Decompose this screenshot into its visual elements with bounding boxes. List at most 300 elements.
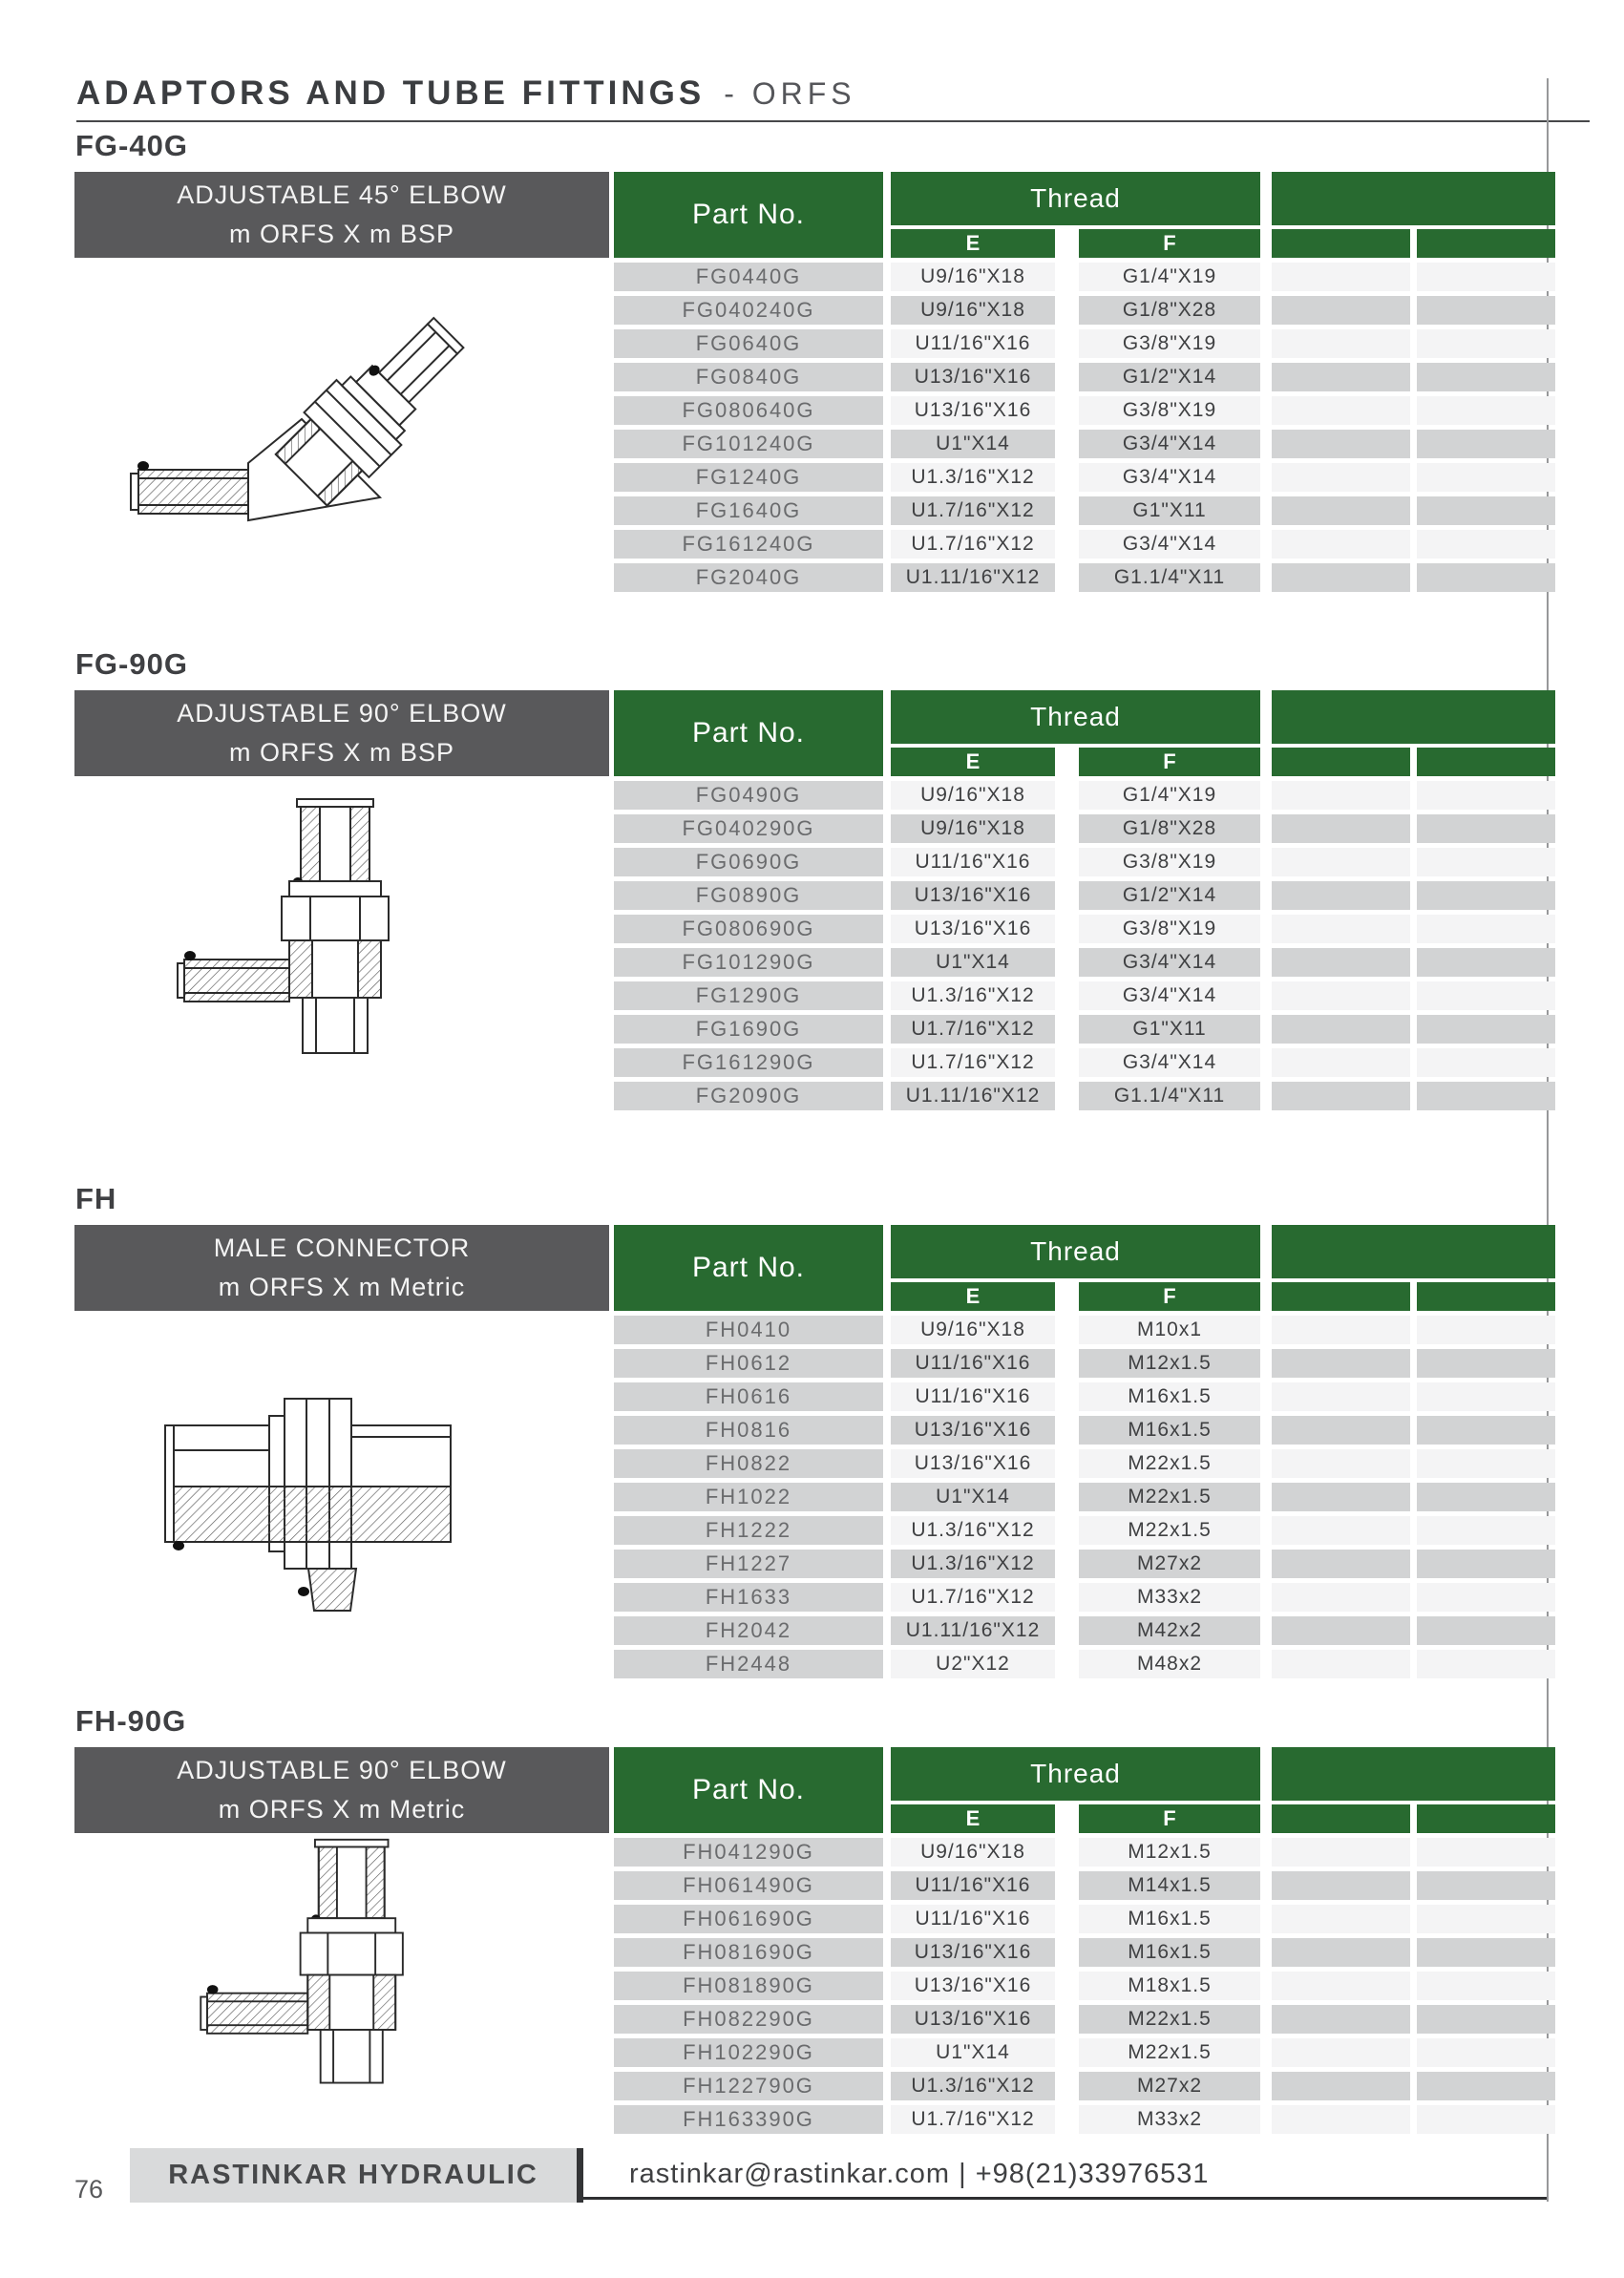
title-underline — [76, 120, 1590, 122]
blank-cell — [1272, 1483, 1410, 1511]
column-header-f: F — [1079, 1804, 1260, 1833]
part-number-cell: FH082290G — [614, 2005, 883, 2034]
description-line-2: m ORFS X m BSP — [228, 738, 455, 767]
thread-f-cell: G3/8"X19 — [1079, 848, 1260, 876]
blank-cell — [1417, 463, 1555, 492]
thread-e-cell: U1.3/16"X12 — [891, 1550, 1055, 1578]
blank-cell — [1272, 1516, 1410, 1545]
table-row — [614, 530, 1555, 559]
blank-cell — [1417, 496, 1555, 525]
thread-e-cell: U11/16"X16 — [891, 1905, 1055, 1933]
thread-e-cell: U1.3/16"X12 — [891, 463, 1055, 492]
table-row — [614, 1048, 1555, 1077]
column-header-thread: Thread — [891, 1225, 1260, 1278]
blank-cell — [1417, 1048, 1555, 1077]
table-row — [614, 296, 1555, 325]
blank-cell — [1272, 1550, 1410, 1578]
blank-cell — [1272, 1416, 1410, 1445]
part-number-cell: FH1222 — [614, 1516, 883, 1545]
blank-cell — [1272, 848, 1410, 876]
blank-cell — [1272, 915, 1410, 943]
blank-cell — [1417, 1015, 1555, 1044]
column-header-part-no: Part No. — [614, 1225, 883, 1311]
thread-f-cell: M48x2 — [1079, 1650, 1260, 1678]
part-number-cell: FG0840G — [614, 363, 883, 391]
blank-cell — [1272, 814, 1410, 843]
thread-f-cell: G3/4"X14 — [1079, 463, 1260, 492]
blank-cell — [1272, 1616, 1410, 1645]
blank-cell — [1272, 1316, 1410, 1344]
part-number-cell: FG0690G — [614, 848, 883, 876]
blank-cell — [1272, 781, 1410, 810]
thread-f-cell: M18x1.5 — [1079, 1972, 1260, 2000]
section-title: FH — [75, 1182, 117, 1215]
thread-e-cell: U9/16"X18 — [891, 781, 1055, 810]
thread-e-cell: U1.7/16"X12 — [891, 2105, 1055, 2134]
blank-cell — [1417, 563, 1555, 592]
product-description-box — [74, 172, 609, 258]
part-number-cell: FH2448 — [614, 1650, 883, 1678]
part-number-cell: FG080690G — [614, 915, 883, 943]
blank-cell — [1272, 2005, 1410, 2034]
product-description-box — [74, 690, 609, 776]
thread-e-cell: U1"X14 — [891, 1483, 1055, 1511]
parts-table — [614, 781, 1555, 1115]
thread-f-cell: M22x1.5 — [1079, 1483, 1260, 1511]
blank-cell — [1417, 1349, 1555, 1378]
blank-cell — [1417, 781, 1555, 810]
description-line-1: ADJUSTABLE 90° ELBOW — [177, 1756, 507, 1784]
table-row — [614, 1015, 1555, 1044]
blank-cell — [1417, 430, 1555, 458]
thread-e-cell: U1"X14 — [891, 430, 1055, 458]
thread-f-cell: G3/4"X14 — [1079, 430, 1260, 458]
column-header-blank-2 — [1417, 229, 1555, 258]
footer-contact-info: rastinkar@rastinkar.com | +98(21)33976531 — [583, 2148, 1547, 2200]
blank-cell — [1272, 363, 1410, 391]
blank-cell — [1272, 2038, 1410, 2067]
section-title: FG-90G — [75, 647, 188, 681]
description-line-2: m ORFS X m BSP — [228, 220, 455, 248]
adjustable-45-elbow-drawing — [95, 274, 525, 589]
part-number-cell: FH163390G — [614, 2105, 883, 2134]
table-row — [614, 1871, 1555, 1900]
column-header-blank-1 — [1272, 229, 1410, 258]
page-title-sub: - ORFS — [724, 76, 856, 111]
blank-cell — [1272, 430, 1410, 458]
table-row — [614, 1938, 1555, 1967]
blank-cell — [1417, 814, 1555, 843]
blank-cell — [1417, 1650, 1555, 1678]
part-number-cell: FG1240G — [614, 463, 883, 492]
thread-e-cell: U13/16"X16 — [891, 1972, 1055, 2000]
column-header-blank — [1272, 690, 1555, 744]
table-row — [614, 1082, 1555, 1110]
part-number-cell: FG0890G — [614, 881, 883, 910]
table-row — [614, 2005, 1555, 2034]
thread-f-cell: G1/4"X19 — [1079, 781, 1260, 810]
table-row — [614, 1550, 1555, 1578]
blank-cell — [1417, 2038, 1555, 2067]
blank-cell — [1417, 1583, 1555, 1612]
parts-table — [614, 263, 1555, 597]
blank-cell — [1272, 2072, 1410, 2100]
blank-cell — [1272, 1349, 1410, 1378]
column-header-e: E — [891, 1804, 1055, 1833]
table-row — [614, 496, 1555, 525]
thread-e-cell: U9/16"X18 — [891, 1316, 1055, 1344]
blank-cell — [1417, 396, 1555, 425]
thread-f-cell: M22x1.5 — [1079, 2005, 1260, 2034]
part-number-cell: FG2090G — [614, 1082, 883, 1110]
column-header-f: F — [1079, 748, 1260, 776]
thread-e-cell: U9/16"X18 — [891, 814, 1055, 843]
blank-cell — [1417, 1838, 1555, 1867]
thread-e-cell: U1.11/16"X12 — [891, 563, 1055, 592]
blank-cell — [1417, 1483, 1555, 1511]
blank-cell — [1272, 1838, 1410, 1867]
table-row — [614, 1972, 1555, 2000]
blank-cell — [1417, 848, 1555, 876]
part-number-cell: FG0490G — [614, 781, 883, 810]
part-number-cell: FG0640G — [614, 329, 883, 358]
thread-e-cell: U1.7/16"X12 — [891, 496, 1055, 525]
male-connector-drawing — [148, 1370, 501, 1656]
part-number-cell: FH2042 — [614, 1616, 883, 1645]
thread-f-cell: M27x2 — [1079, 2072, 1260, 2100]
page-number: 76 — [74, 2175, 104, 2204]
table-row — [614, 2038, 1555, 2067]
blank-cell — [1272, 1650, 1410, 1678]
thread-f-cell: M22x1.5 — [1079, 2038, 1260, 2067]
table-row — [614, 848, 1555, 876]
part-number-cell: FH0612 — [614, 1349, 883, 1378]
thread-f-cell: G1/4"X19 — [1079, 263, 1260, 291]
column-header-blank — [1272, 1225, 1555, 1278]
thread-f-cell: G1/2"X14 — [1079, 363, 1260, 391]
column-header-blank-1 — [1272, 748, 1410, 776]
table-row — [614, 814, 1555, 843]
thread-f-cell: G3/4"X14 — [1079, 948, 1260, 977]
blank-cell — [1417, 1449, 1555, 1478]
thread-e-cell: U9/16"X18 — [891, 296, 1055, 325]
blank-cell — [1272, 296, 1410, 325]
blank-cell — [1272, 263, 1410, 291]
part-number-cell: FG2040G — [614, 563, 883, 592]
thread-e-cell: U1.7/16"X12 — [891, 1015, 1055, 1044]
column-header-blank — [1272, 172, 1555, 225]
blank-cell — [1417, 1316, 1555, 1344]
table-row — [614, 363, 1555, 391]
table-row — [614, 1650, 1555, 1678]
blank-cell — [1417, 1616, 1555, 1645]
table-row — [614, 981, 1555, 1010]
column-header-part-no: Part No. — [614, 1747, 883, 1833]
table-row — [614, 1905, 1555, 1933]
column-header-blank — [1272, 1747, 1555, 1801]
part-number-cell: FH041290G — [614, 1838, 883, 1867]
blank-cell — [1417, 530, 1555, 559]
column-header-e: E — [891, 748, 1055, 776]
table-row — [614, 2072, 1555, 2100]
thread-e-cell: U1.3/16"X12 — [891, 1516, 1055, 1545]
blank-cell — [1272, 1048, 1410, 1077]
blank-cell — [1272, 563, 1410, 592]
parts-table — [614, 1838, 1555, 2139]
adjustable-90-elbow-drawing — [158, 795, 501, 1110]
thread-e-cell: U1.7/16"X12 — [891, 1583, 1055, 1612]
part-number-cell: FH0616 — [614, 1382, 883, 1411]
part-number-cell: FH0822 — [614, 1449, 883, 1478]
blank-cell — [1272, 463, 1410, 492]
thread-f-cell: M22x1.5 — [1079, 1516, 1260, 1545]
part-number-cell: FH1022 — [614, 1483, 883, 1511]
thread-e-cell: U13/16"X16 — [891, 1938, 1055, 1967]
blank-cell — [1417, 915, 1555, 943]
thread-f-cell: G3/4"X14 — [1079, 530, 1260, 559]
blank-cell — [1272, 496, 1410, 525]
section-fh — [0, 1182, 1624, 1731]
blank-cell — [1417, 1905, 1555, 1933]
thread-e-cell: U13/16"X16 — [891, 396, 1055, 425]
table-row — [614, 2105, 1555, 2134]
thread-e-cell: U1"X14 — [891, 948, 1055, 977]
blank-cell — [1272, 329, 1410, 358]
blank-cell — [1272, 530, 1410, 559]
column-header-e: E — [891, 229, 1055, 258]
blank-cell — [1272, 1382, 1410, 1411]
column-header-blank-2 — [1417, 748, 1555, 776]
blank-cell — [1417, 1382, 1555, 1411]
blank-cell — [1417, 1416, 1555, 1445]
part-number-cell: FH061490G — [614, 1871, 883, 1900]
thread-e-cell: U1.11/16"X12 — [891, 1616, 1055, 1645]
column-header-thread: Thread — [891, 172, 1260, 225]
section-fg-90g — [0, 647, 1624, 1163]
thread-f-cell: M12x1.5 — [1079, 1838, 1260, 1867]
thread-e-cell: U13/16"X16 — [891, 1416, 1055, 1445]
table-row — [614, 1838, 1555, 1867]
table-row — [614, 1516, 1555, 1545]
thread-e-cell: U13/16"X16 — [891, 363, 1055, 391]
column-header-blank-1 — [1272, 1804, 1410, 1833]
thread-f-cell: M16x1.5 — [1079, 1382, 1260, 1411]
parts-table — [614, 1316, 1555, 1683]
section-title: FH-90G — [75, 1704, 187, 1738]
table-row — [614, 1483, 1555, 1511]
table-row — [614, 430, 1555, 458]
section-fg-40g — [0, 129, 1624, 644]
description-line-2: m ORFS X m Metric — [218, 1273, 466, 1301]
blank-cell — [1272, 1972, 1410, 2000]
blank-cell — [1272, 2105, 1410, 2134]
table-row — [614, 948, 1555, 977]
blank-cell — [1417, 296, 1555, 325]
column-header-thread: Thread — [891, 1747, 1260, 1801]
blank-cell — [1417, 1516, 1555, 1545]
blank-cell — [1272, 881, 1410, 910]
thread-e-cell: U11/16"X16 — [891, 1382, 1055, 1411]
thread-f-cell: G1/8"X28 — [1079, 814, 1260, 843]
thread-f-cell: G1"X11 — [1079, 1015, 1260, 1044]
thread-f-cell: G3/4"X14 — [1079, 1048, 1260, 1077]
blank-cell — [1272, 1082, 1410, 1110]
blank-cell — [1417, 263, 1555, 291]
table-row — [614, 881, 1555, 910]
thread-e-cell: U1.11/16"X12 — [891, 1082, 1055, 1110]
table-row — [614, 1382, 1555, 1411]
blank-cell — [1272, 1905, 1410, 1933]
thread-f-cell: G1.1/4"X11 — [1079, 1082, 1260, 1110]
part-number-cell: FG1690G — [614, 1015, 883, 1044]
part-number-cell: FH081890G — [614, 1972, 883, 2000]
thread-f-cell: M10x1 — [1079, 1316, 1260, 1344]
column-header-blank-2 — [1417, 1282, 1555, 1311]
description-line-1: MALE CONNECTOR — [213, 1234, 471, 1262]
part-number-cell: FG040240G — [614, 296, 883, 325]
part-number-cell: FH1227 — [614, 1550, 883, 1578]
thread-f-cell: G1.1/4"X11 — [1079, 563, 1260, 592]
column-header-f: F — [1079, 1282, 1260, 1311]
column-header-e: E — [891, 1282, 1055, 1311]
blank-cell — [1417, 2005, 1555, 2034]
product-description-box — [74, 1747, 609, 1833]
footer-divider-bar — [577, 2148, 583, 2203]
description-line-2: m ORFS X m Metric — [218, 1795, 466, 1824]
thread-e-cell: U13/16"X16 — [891, 1449, 1055, 1478]
blank-cell — [1417, 981, 1555, 1010]
column-header-blank-1 — [1272, 1282, 1410, 1311]
thread-f-cell: G1/8"X28 — [1079, 296, 1260, 325]
description-line-1: ADJUSTABLE 45° ELBOW — [177, 180, 507, 209]
thread-f-cell: M12x1.5 — [1079, 1349, 1260, 1378]
blank-cell — [1272, 1938, 1410, 1967]
part-number-cell: FG101290G — [614, 948, 883, 977]
part-number-cell: FH061690G — [614, 1905, 883, 1933]
thread-e-cell: U11/16"X16 — [891, 1871, 1055, 1900]
thread-e-cell: U11/16"X16 — [891, 1349, 1055, 1378]
thread-e-cell: U11/16"X16 — [891, 848, 1055, 876]
thread-e-cell: U1"X14 — [891, 2038, 1055, 2067]
thread-f-cell: M33x2 — [1079, 2105, 1260, 2134]
section-title: FG-40G — [75, 129, 188, 162]
thread-e-cell: U1.7/16"X12 — [891, 530, 1055, 559]
blank-cell — [1417, 363, 1555, 391]
blank-cell — [1417, 1082, 1555, 1110]
product-description-box — [74, 1225, 609, 1311]
part-number-cell: FG040290G — [614, 814, 883, 843]
blank-cell — [1417, 329, 1555, 358]
part-number-cell: FG1640G — [614, 496, 883, 525]
column-header-part-no: Part No. — [614, 172, 883, 258]
blank-cell — [1272, 1583, 1410, 1612]
section-fh-90g — [0, 1704, 1624, 2186]
table-row — [614, 1349, 1555, 1378]
page-title-main: ADAPTORS AND TUBE FITTINGS — [76, 74, 706, 112]
blank-cell — [1272, 396, 1410, 425]
thread-e-cell: U1.7/16"X12 — [891, 1048, 1055, 1077]
part-number-cell: FH102290G — [614, 2038, 883, 2067]
thread-f-cell: M16x1.5 — [1079, 1938, 1260, 1967]
blank-cell — [1417, 881, 1555, 910]
blank-cell — [1272, 948, 1410, 977]
part-number-cell: FH0410 — [614, 1316, 883, 1344]
thread-e-cell: U2"X12 — [891, 1650, 1055, 1678]
blank-cell — [1272, 1449, 1410, 1478]
thread-f-cell: M27x2 — [1079, 1550, 1260, 1578]
thread-e-cell: U9/16"X18 — [891, 1838, 1055, 1867]
thread-f-cell: M42x2 — [1079, 1616, 1260, 1645]
description-line-1: ADJUSTABLE 90° ELBOW — [177, 699, 507, 728]
part-number-cell: FH1633 — [614, 1583, 883, 1612]
part-number-cell: FG1290G — [614, 981, 883, 1010]
part-number-cell: FG080640G — [614, 396, 883, 425]
thread-e-cell: U1.3/16"X12 — [891, 981, 1055, 1010]
thread-f-cell: G3/8"X19 — [1079, 915, 1260, 943]
footer-company-name: RASTINKAR HYDRAULIC — [130, 2148, 577, 2203]
thread-f-cell: M14x1.5 — [1079, 1871, 1260, 1900]
part-number-cell: FH122790G — [614, 2072, 883, 2100]
table-row — [614, 329, 1555, 358]
blank-cell — [1417, 1938, 1555, 1967]
table-row — [614, 1316, 1555, 1344]
table-row — [614, 463, 1555, 492]
blank-cell — [1417, 2072, 1555, 2100]
part-number-cell: FG161240G — [614, 530, 883, 559]
table-row — [614, 781, 1555, 810]
part-number-cell: FG0440G — [614, 263, 883, 291]
part-number-cell: FG161290G — [614, 1048, 883, 1077]
thread-f-cell: M16x1.5 — [1079, 1416, 1260, 1445]
thread-f-cell: G3/8"X19 — [1079, 329, 1260, 358]
thread-f-cell: M33x2 — [1079, 1583, 1260, 1612]
table-row — [614, 1416, 1555, 1445]
thread-e-cell: U13/16"X16 — [891, 2005, 1055, 2034]
column-header-blank-2 — [1417, 1804, 1555, 1833]
table-row — [614, 396, 1555, 425]
blank-cell — [1417, 1871, 1555, 1900]
blank-cell — [1272, 1015, 1410, 1044]
table-row — [614, 263, 1555, 291]
thread-f-cell: M22x1.5 — [1079, 1449, 1260, 1478]
thread-e-cell: U1.3/16"X12 — [891, 2072, 1055, 2100]
column-header-part-no: Part No. — [614, 690, 883, 776]
thread-f-cell: G3/8"X19 — [1079, 396, 1260, 425]
adjustable-90-elbow-drawing — [181, 1836, 511, 2138]
blank-cell — [1417, 948, 1555, 977]
blank-cell — [1417, 1550, 1555, 1578]
thread-e-cell: U13/16"X16 — [891, 915, 1055, 943]
blank-cell — [1417, 1972, 1555, 2000]
thread-f-cell: M16x1.5 — [1079, 1905, 1260, 1933]
table-row — [614, 563, 1555, 592]
thread-e-cell: U9/16"X18 — [891, 263, 1055, 291]
table-row — [614, 1449, 1555, 1478]
column-header-f: F — [1079, 229, 1260, 258]
thread-e-cell: U11/16"X16 — [891, 329, 1055, 358]
blank-cell — [1272, 981, 1410, 1010]
thread-f-cell: G3/4"X14 — [1079, 981, 1260, 1010]
thread-f-cell: G1"X11 — [1079, 496, 1260, 525]
part-number-cell: FH0816 — [614, 1416, 883, 1445]
page-title — [76, 74, 856, 113]
table-row — [614, 1616, 1555, 1645]
column-header-thread: Thread — [891, 690, 1260, 744]
table-row — [614, 1583, 1555, 1612]
table-row — [614, 915, 1555, 943]
thread-f-cell: G1/2"X14 — [1079, 881, 1260, 910]
blank-cell — [1417, 2105, 1555, 2134]
